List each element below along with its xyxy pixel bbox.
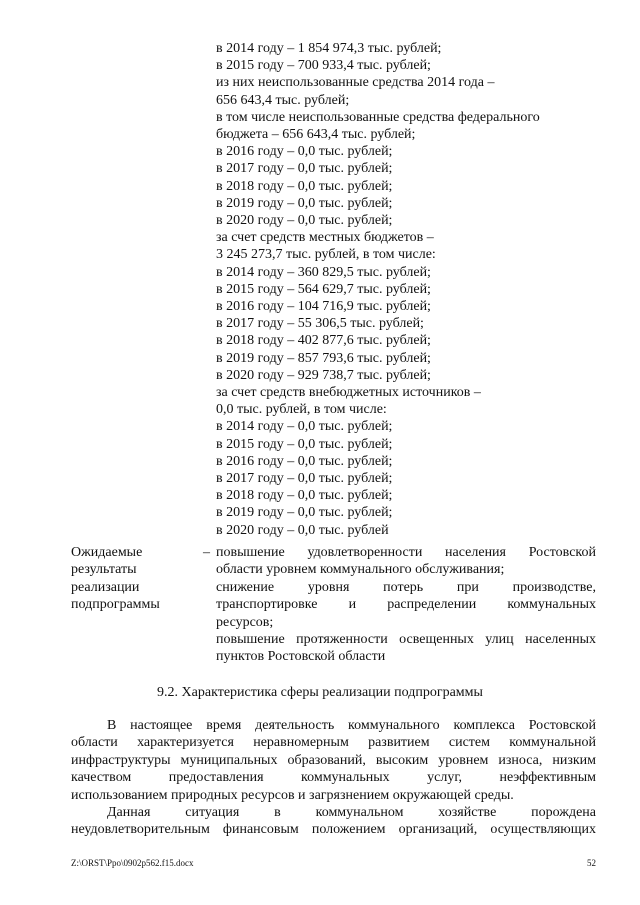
financing-line: в 2020 году – 929 738,7 тыс. рублей; — [216, 367, 431, 383]
result-line: пунктов Ростовской области — [216, 649, 386, 665]
financing-line: в 2020 году – 0,0 тыс. рублей; — [216, 213, 393, 229]
section-title: 9.2. Характеристика сферы реализации подпрограммы — [157, 685, 483, 700]
financing-line: в 2014 году – 0,0 тыс. рублей; — [216, 419, 393, 435]
financing-line: 3 245 273,7 тыс. рублей, в том числе: — [216, 247, 436, 263]
page-number: 52 — [587, 858, 596, 868]
financing-line: в 2014 году – 360 829,5 тыс. рублей; — [216, 264, 431, 280]
paragraph-line: В настоящее время деятельность коммунального комплекса Ростовской — [107, 718, 596, 733]
label-line: подпрограммы — [71, 597, 160, 613]
expected-results-label — [71, 544, 211, 614]
financing-line: в 2016 году – 104 716,9 тыс. рублей; — [216, 299, 431, 315]
financing-line: в 2014 году – 1 854 974,3 тыс. рублей; — [216, 41, 442, 56]
financing-line: в 2020 году – 0,0 тыс. рублей — [216, 522, 389, 538]
label-line: реализации — [71, 579, 140, 595]
financing-line: в 2015 году – 700 933,4 тыс. рублей; — [216, 58, 431, 74]
financing-line: из них неиспользованные средства 2014 года – — [216, 75, 495, 91]
financing-line: в 2017 году – 0,0 тыс. рублей; — [216, 161, 393, 177]
financing-line: в 2015 году – 0,0 тыс. рублей; — [216, 436, 393, 452]
financing-line: 656 643,4 тыс. рублей; — [216, 92, 350, 108]
financing-line: 0,0 тыс. рублей, в том числе: — [216, 402, 387, 418]
financing-line: за счет средств внебюджетных источников – — [216, 385, 481, 401]
financing-line: в 2019 году – 857 793,6 тыс. рублей; — [216, 350, 431, 366]
paragraph-line: инфраструктуры муниципальных образований, высоким уровнем износа, низким — [71, 752, 596, 768]
financing-line: в 2016 году – 0,0 тыс. рублей; — [216, 453, 393, 469]
financing-line: за счет средств местных бюджетов – — [216, 230, 434, 246]
financing-line: в 2018 году – 0,0 тыс. рублей; — [216, 178, 393, 194]
dash-separator: – — [203, 545, 210, 560]
financing-line: в 2016 году – 0,0 тыс. рублей; — [216, 144, 393, 160]
paragraph-line: области характеризуется неравномерным развитием систем коммунальной — [71, 735, 596, 751]
paragraph-line: неудовлетворительным финансовым положением организаций, осуществляющих — [71, 822, 596, 838]
result-line: транспортировке и распределении коммунальных — [216, 597, 596, 613]
label-line: Ожидаемые — [71, 545, 143, 560]
paragraph-line: Данная ситуация в коммунальном хозяйстве порождена — [107, 805, 596, 821]
label-line: результаты — [71, 562, 137, 578]
financing-line: в 2019 году – 0,0 тыс. рублей; — [216, 195, 393, 211]
paragraph-line: качеством предоставления коммунальных услуг, неэффективным — [71, 770, 596, 786]
expected-results-text — [216, 544, 596, 666]
financing-line: в 2017 году – 0,0 тыс. рублей; — [216, 471, 393, 487]
paragraph-line: использованием природных ресурсов и загрязнением окружающей среды. — [71, 787, 514, 803]
financing-line: в 2015 году – 564 629,7 тыс. рублей; — [216, 281, 431, 297]
financing-line: бюджета – 656 643,4 тыс. рублей; — [216, 127, 416, 143]
section-paragraph — [71, 717, 596, 839]
financing-line: в 2018 году – 402 877,6 тыс. рублей; — [216, 333, 431, 349]
result-line: снижение уровня потерь при производстве, — [216, 579, 596, 595]
financing-line: в 2017 году – 55 306,5 тыс. рублей; — [216, 316, 424, 332]
financing-line: в 2019 году – 0,0 тыс. рублей; — [216, 505, 393, 521]
file-path: Z:\ORST\Ppo\0902p562.f15.docx — [71, 858, 194, 868]
result-line: повышение удовлетворенности населения Ростовской — [216, 545, 596, 560]
financing-line: в том числе неиспользованные средства федерального — [216, 109, 540, 125]
financing-line: в 2018 году – 0,0 тыс. рублей; — [216, 488, 393, 504]
result-line: области уровнем коммунального обслуживания; — [216, 562, 505, 578]
result-line: повышение протяженности освещенных улиц населенных — [216, 632, 596, 648]
result-line: ресурсов; — [216, 614, 274, 630]
financing-lines — [216, 40, 596, 539]
